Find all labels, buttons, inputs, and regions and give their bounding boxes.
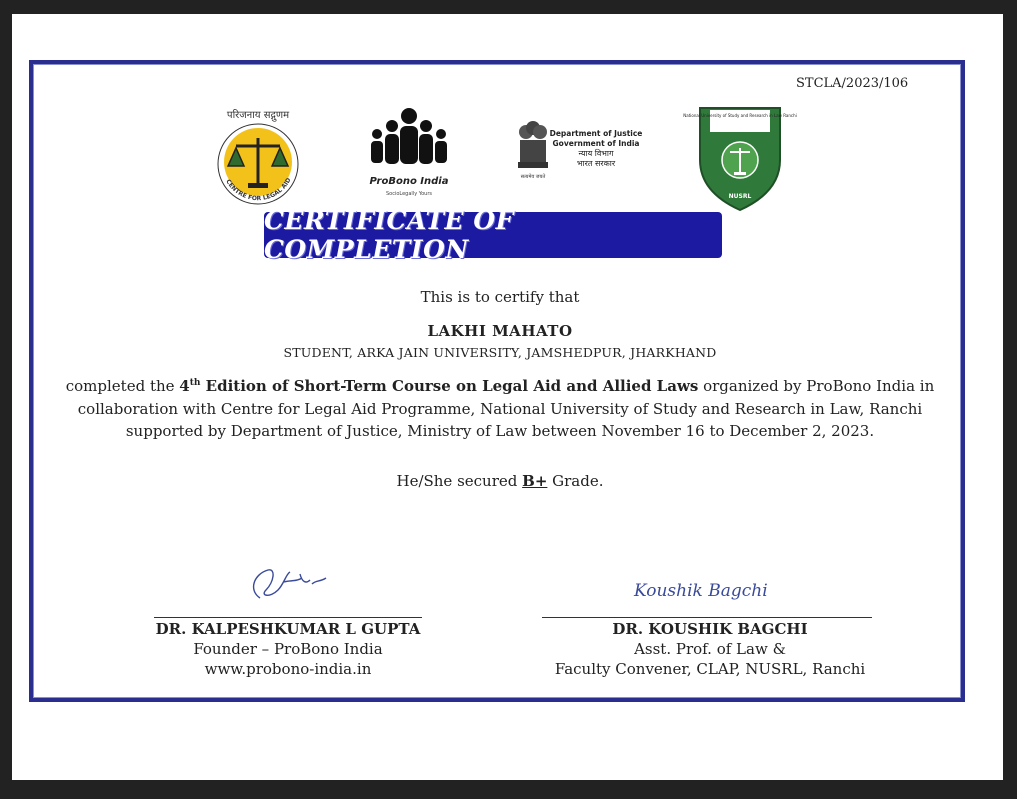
clap-top-text: परिजनाय सद्गुणम bbox=[226, 110, 290, 121]
grade-line: He/She secured B+ Grade. bbox=[396, 472, 604, 490]
signatory-website: www.probono-india.in bbox=[204, 660, 372, 678]
doj-line2: Government of India bbox=[552, 139, 640, 148]
course-title: 4th Edition of Short-Term Course on Legal Aid and Allied Laws bbox=[179, 377, 699, 395]
signature-bagchi bbox=[630, 572, 770, 608]
signature-line-left bbox=[154, 617, 422, 618]
svg-text:Koushik Bagchi: Koushik Bagchi bbox=[634, 581, 768, 601]
certificate-title: CERTIFICATE OF COMPLETION bbox=[264, 206, 514, 264]
signatory-affiliation: Faculty Convener, CLAP, NUSRL, Ranchi bbox=[554, 660, 866, 678]
clap-logo bbox=[212, 104, 304, 208]
nusrl-name: National University of Study and Research in Law Ranchi bbox=[683, 113, 797, 118]
svg-text:Gupta: Gupta bbox=[240, 560, 244, 561]
certificate-title-banner bbox=[264, 206, 722, 264]
nusrl-abbr: NUSRL bbox=[728, 193, 752, 200]
signatory-title: Founder – ProBono India bbox=[193, 640, 383, 658]
signatory-right bbox=[530, 619, 890, 679]
signature-line-right bbox=[542, 617, 872, 618]
signatory-title: Asst. Prof. of Law & bbox=[634, 640, 786, 658]
doj-motto: सत्यमेव जयते bbox=[520, 174, 546, 180]
statement-post: organized by ProBono India in collaboration with Centre for Legal Aid Programme, National University of Study and Research in Law, Ranchi supported by Department of Justice, Ministry of Law between November 16 to December 2, 2023. bbox=[77, 377, 935, 440]
signatory-name: DR. KALPESHKUMAR L GUPTA bbox=[155, 620, 421, 638]
probono-logo bbox=[364, 104, 454, 206]
doj-line3: न्याय विभाग bbox=[578, 149, 614, 158]
certify-intro: This is to certify that bbox=[420, 288, 580, 306]
completion-statement bbox=[40, 372, 960, 443]
doj-line1: Department of Justice bbox=[549, 129, 643, 138]
reference-number: STCLA/2023/106 bbox=[796, 76, 909, 91]
signature-gupta bbox=[240, 560, 330, 604]
clap-bottom-text: CENTRE FOR LEGAL AID bbox=[224, 176, 293, 203]
nusrl-logo bbox=[683, 104, 797, 214]
doj-line4: भारत सरकार bbox=[576, 159, 616, 168]
signatory-left bbox=[140, 619, 436, 679]
recipient-name: LAKHI MAHATO bbox=[427, 322, 573, 340]
grade-value: B+ bbox=[522, 472, 548, 490]
probono-tagline: SocioLegally Yours bbox=[385, 191, 433, 197]
recipient-affiliation: STUDENT, ARKA JAIN UNIVERSITY, JAMSHEDPUR, JHARKHAND bbox=[283, 345, 717, 360]
probono-name: ProBono India bbox=[369, 176, 449, 187]
signatory-name: DR. KOUSHIK BAGCHI bbox=[612, 620, 808, 638]
statement-pre: completed the bbox=[65, 377, 180, 395]
doj-logo bbox=[512, 114, 642, 184]
